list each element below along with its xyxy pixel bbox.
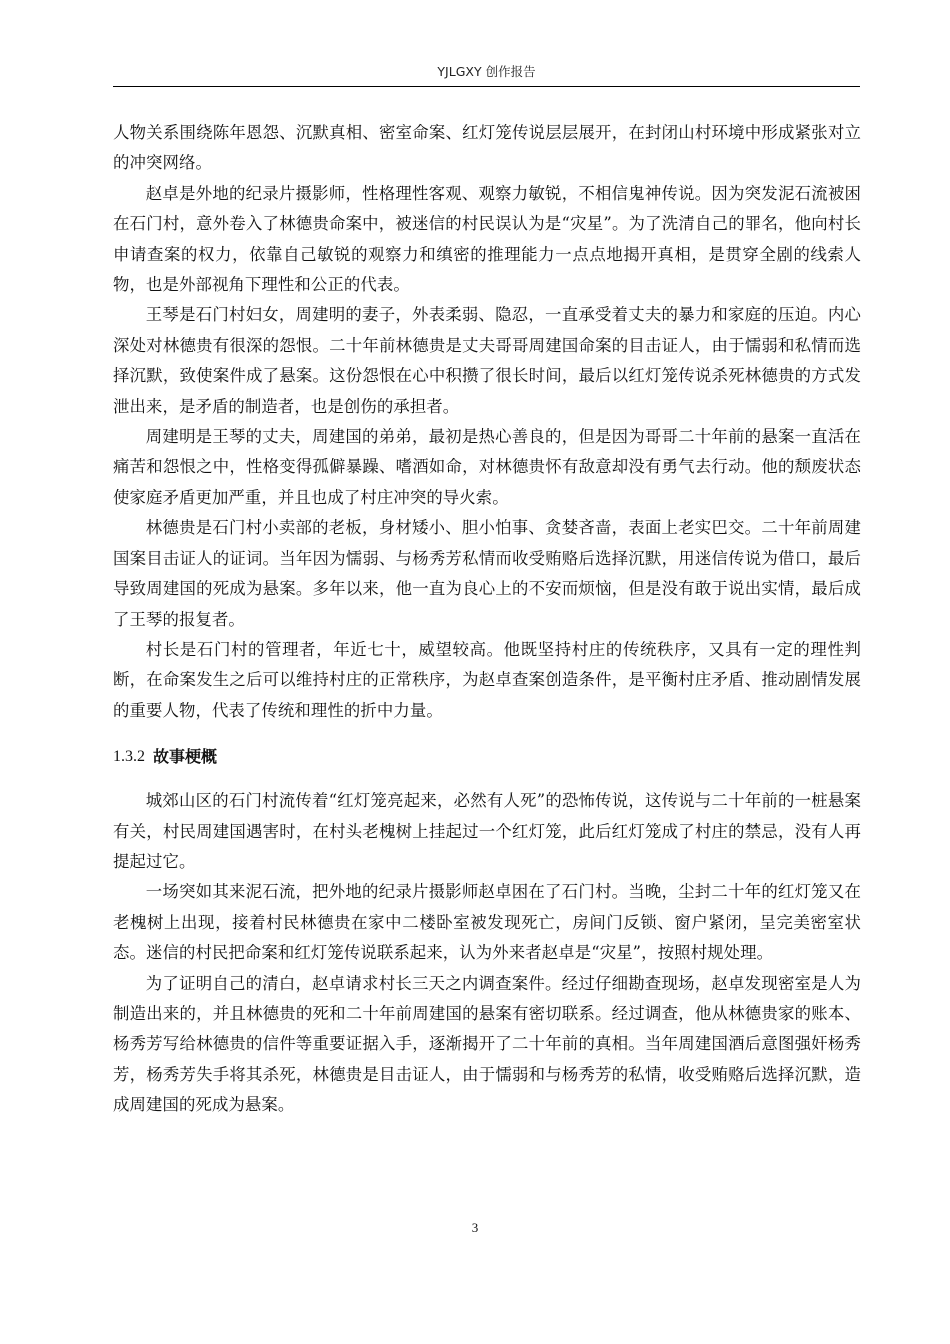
document-body [113, 118, 861, 1121]
section-number: 1.3.2 [113, 748, 145, 766]
body-paragraph: 为了证明自己的清白，赵卓请求村长三天之内调查案件。经过仔细勘查现场，赵卓发现密室是人为制造出来的，并且林德贵的死和二十年前周建国的悬案有密切联系。经过调查，他从林德贵家的账本、杨秀芳写给林德贵的信件等重要证据入手，逐渐揭开了二十年前的真相。当年周建国酒后意图强奸杨秀芳，杨秀芳失手将其杀死，林德贵是目击证人，由于懦弱和与杨秀芳的私情，收受贿赂后选择沉默，造成周建国的死成为悬案。 [113, 973, 861, 1115]
body-paragraph: 林德贵是石门村小卖部的老板，身材矮小、胆小怕事、贪婪吝啬，表面上老实巴交。二十年前周建国案目击证人的证词。当年因为懦弱、与杨秀芳私情而收受贿赂后选择沉默，用迷信传说为借口，最后导致周建国的死成为悬案。多年以来，他一直为良心上的不安而烦恼，但是没有敢于说出实情，最后成了王琴的报复者。 [113, 518, 861, 629]
body-paragraph: 一场突如其来泥石流，把外地的纪录片摄影师赵卓困在了石门村。当晚，尘封二十年的红灯笼又在老槐树上出现，接着村民林德贵在家中二楼卧室被发现死亡，房间门反锁、窗户紧闭，呈完美密室状态。迷信的村民把命案和红灯笼传说联系起来，认为外来者赵卓是“灾星”，按照村规处理。 [113, 882, 861, 963]
section-title: 故事梗概 [153, 747, 218, 767]
body-paragraph: 人物关系围绕陈年恩怨、沉默真相、密室命案、红灯笼传说层层展开，在封闭山村环境中形成紧张对立的冲突网络。 [113, 123, 861, 173]
body-paragraph: 周建明是王琴的丈夫，周建国的弟弟，最初是热心善良的，但是因为哥哥二十年前的悬案一直活在痛苦和怨恨之中，性格变得孤僻暴躁、嗜酒如命，对林德贵怀有敌意却没有勇气去行动。他的颓废状态使家庭矛盾更加严重，并且也成了村庄冲突的导火索。 [113, 427, 861, 507]
body-paragraph: 城郊山区的石门村流传着“红灯笼亮起来，必然有人死”的恐怖传说，这传说与二十年前的一桩悬案有关，村民周建国遇害时，在村头老槐树上挂起过一个红灯笼，此后红灯笼成了村庄的禁忌，没有人再提起过它。 [113, 791, 861, 871]
header-divider [113, 86, 860, 87]
page-number: 3 [471, 1220, 479, 1235]
page-header: YJLGXY 创作报告 [437, 64, 536, 79]
body-paragraph: 王琴是石门村妇女，周建明的妻子，外表柔弱、隐忍，一直承受着丈夫的暴力和家庭的压迫。内心深处对林德贵有很深的怨恨。二十年前林德贵是丈夫哥哥周建国命案的目击证人，由于懦弱和私情而选择沉默，致使案件成了悬案。这份怨恨在心中积攒了很长时间，最后以红灯笼传说杀死林德贵的方式发泄出来，是矛盾的制造者，也是创伤的承担者。 [113, 305, 861, 416]
section-heading [113, 742, 861, 772]
body-paragraph: 赵卓是外地的纪录片摄影师，性格理性客观、观察力敏锐，不相信鬼神传说。因为突发泥石流被困在石门村，意外卷入了林德贵命案中，被迷信的村民误认为是“灾星”。为了洗清自己的罪名，他向村长申请查案的权力，依靠自己敏锐的观察力和缜密的推理能力一点点地揭开真相，是贯穿全剧的线索人物，也是外部视角下理性和公正的代表。 [113, 183, 861, 295]
body-paragraph: 村长是石门村的管理者，年近七十，威望较高。他既坚持村庄的传统秩序，又具有一定的理性判断，在命案发生之后可以维持村庄的正常秩序，为赵卓查案创造条件，是平衡村庄矛盾、推动剧情发展的重要人物，代表了传统和理性的折中力量。 [113, 639, 861, 720]
